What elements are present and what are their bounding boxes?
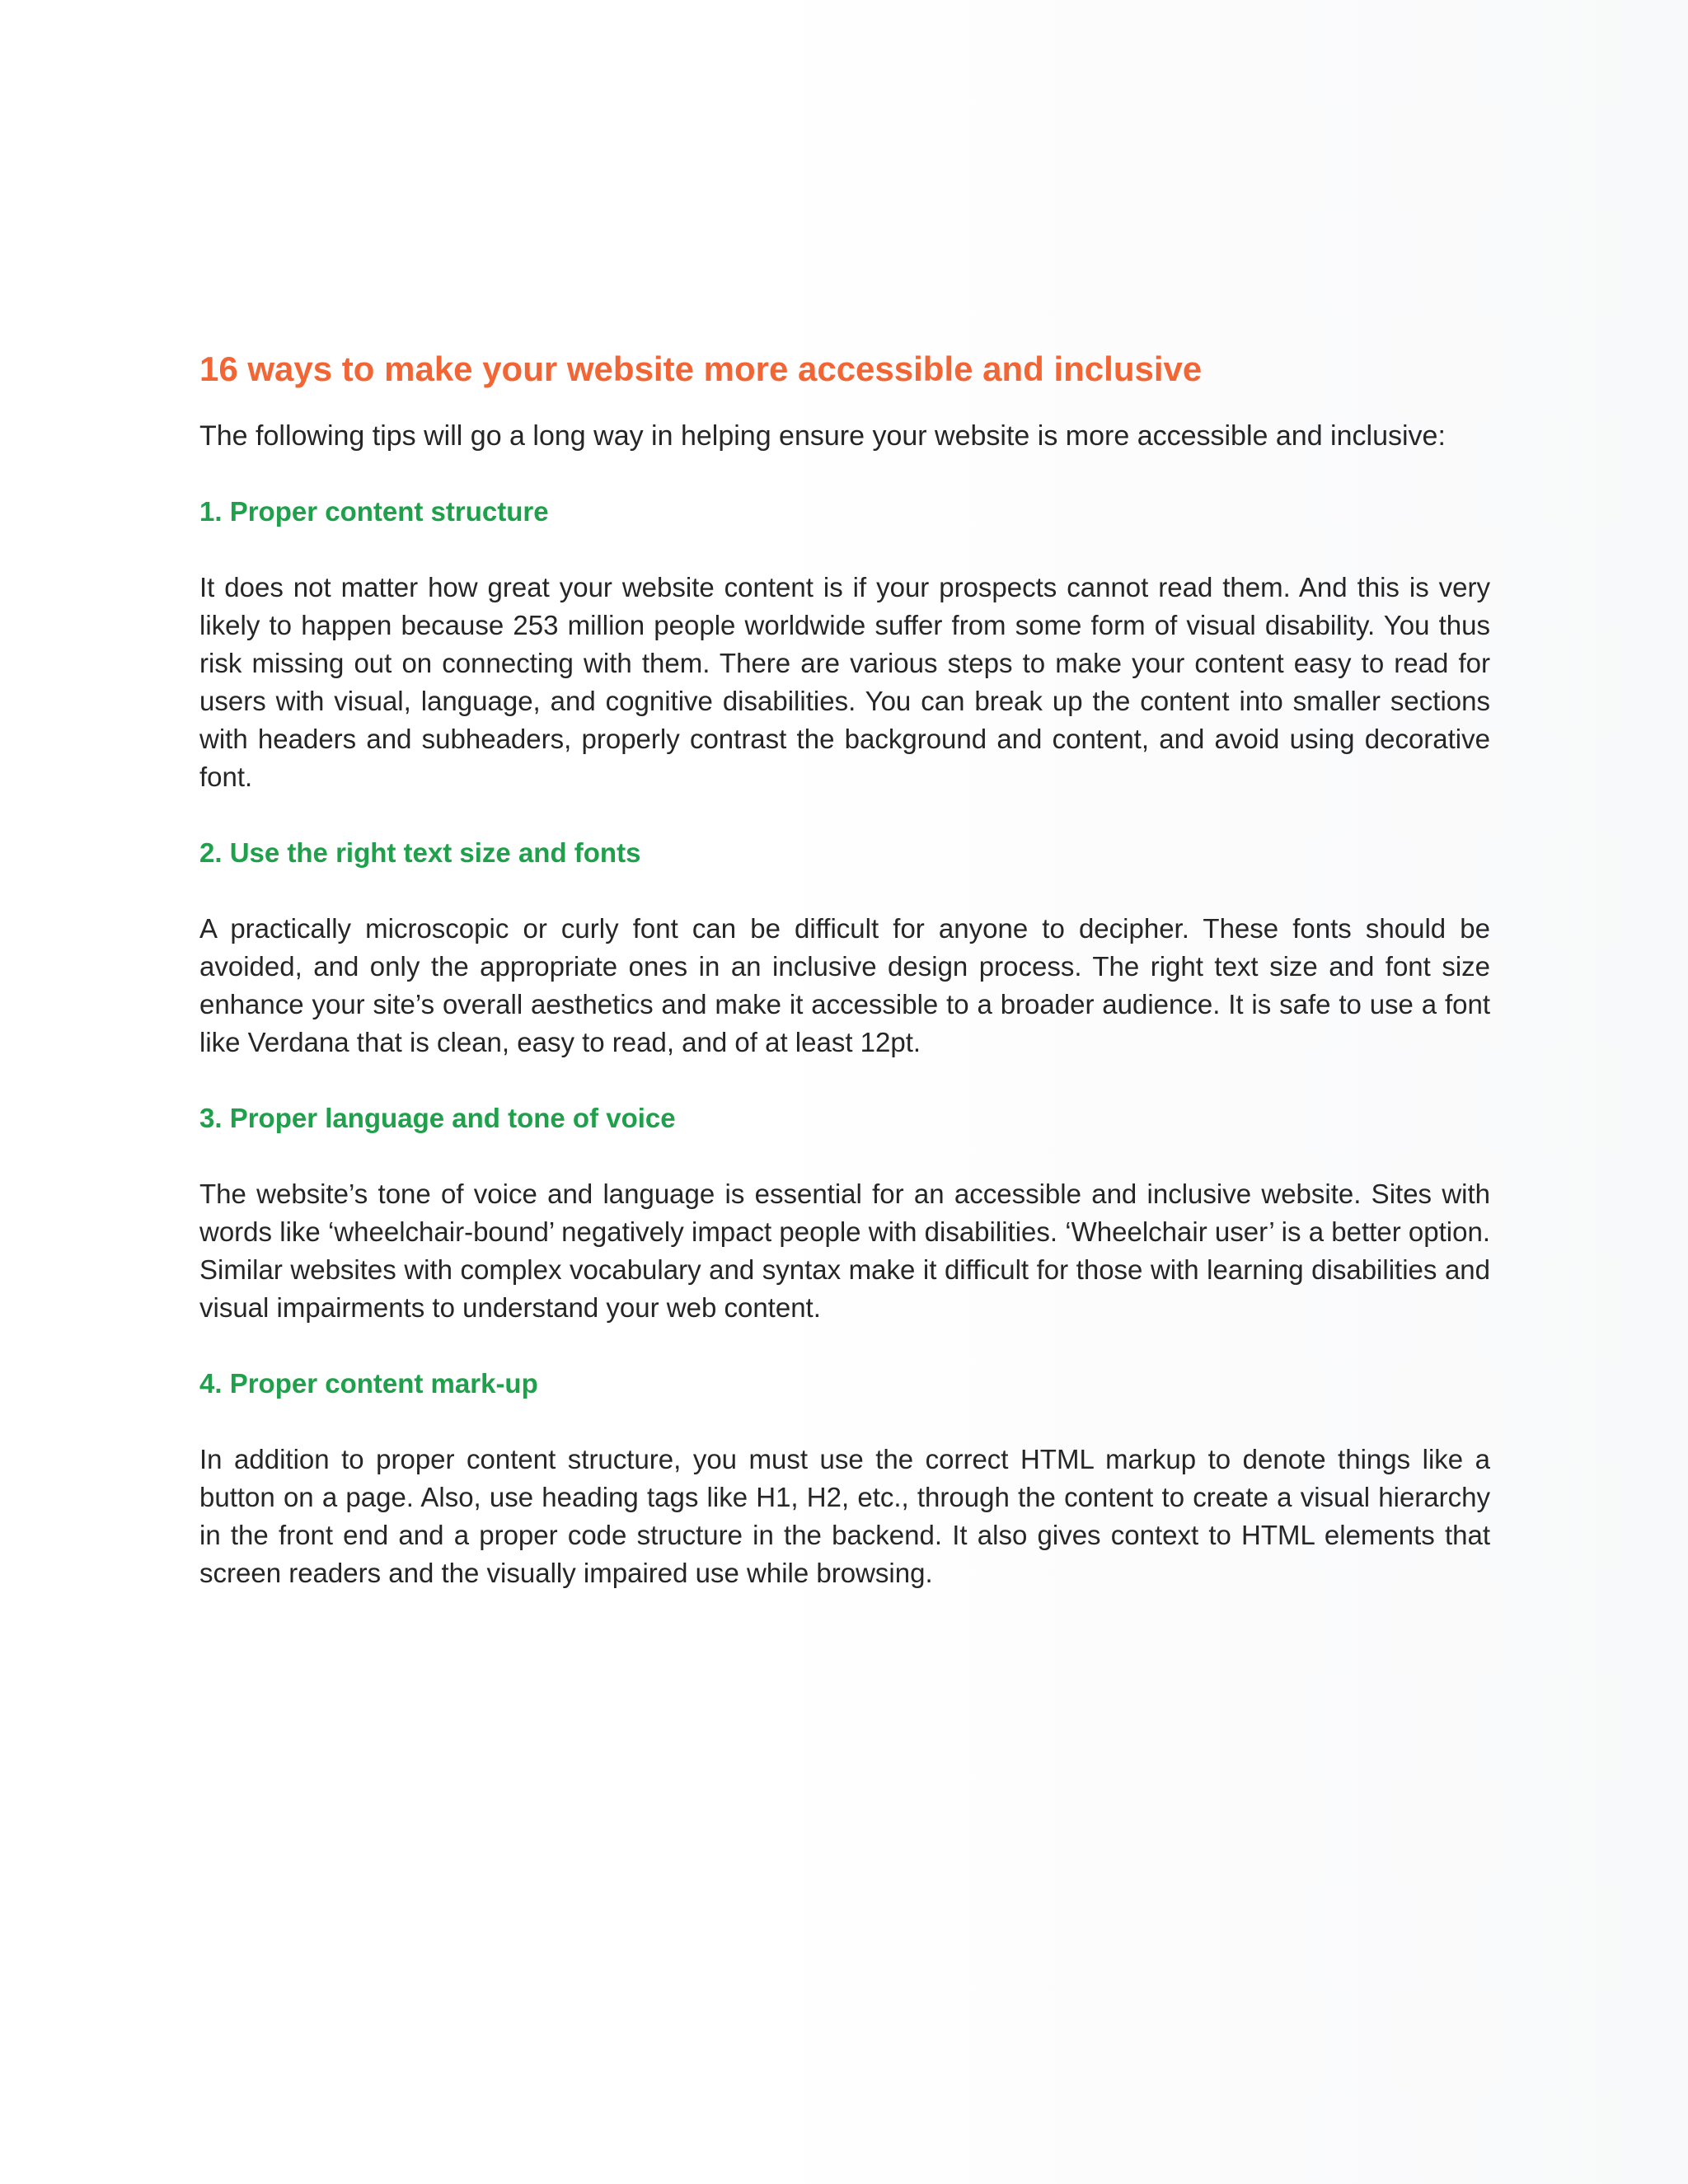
intro-paragraph: The following tips will go a long way in helping ensure your website is more accessible and inclusive: xyxy=(199,420,1446,452)
section-body-proper-content-structure: It does not matter how great your website content is if your prospects cannot read them. And this is very likely to happen because 253 million people worldwide suffer from some form of visual disability. You thus risk missing out on connecting with them. There are various steps to make your content easy to read for users with visual, language, and cognitive disabilities. You can break up the content into smaller sections with headers and subheaders, properly contrast the background and content, and avoid using decorative font. xyxy=(199,572,1490,792)
section-heading-proper-content-structure: 1. Proper content structure xyxy=(199,496,549,527)
section-body-text-size-and-fonts: A practically microscopic or curly font can be difficult for anyone to decipher. These fonts should be avoided, and only the appropriate ones in an inclusive design process. The right text size and font size enhance your site’s overall aesthetics and make it accessible to a broader audience. It is safe to use a font like Verdana that is clean, easy to read, and of at least 12pt. xyxy=(199,913,1490,1057)
section-body-language-and-tone: The website’s tone of voice and language is essential for an accessible and inclusive website. Sites with words like ‘wheelchair-bound’ negatively impact people with disabilities. ‘Wheelchair user’ is a better option. Similar websites with complex vocabulary and syntax make it difficult for those with learning disabilities and visual impairments to understand your web content. xyxy=(199,1179,1490,1323)
section-heading-text-size-and-fonts: 2. Use the right text size and fonts xyxy=(199,837,641,868)
section-heading-language-and-tone: 3. Proper language and tone of voice xyxy=(199,1103,676,1133)
document-title: 16 ways to make your website more accessible and inclusive xyxy=(199,349,1203,388)
document-content xyxy=(199,340,1490,1592)
section-heading-content-markup: 4. Proper content mark-up xyxy=(199,1368,538,1399)
section-body-content-markup: In addition to proper content structure, you must use the correct HTML markup to denote things like a button on a page. Also, use heading tags like H1, H2, etc., through the content to create a visual hierarchy in the front end and a proper code structure in the backend. It also gives context to HTML elements that screen readers and the visually impaired use while browsing. xyxy=(199,1444,1490,1588)
